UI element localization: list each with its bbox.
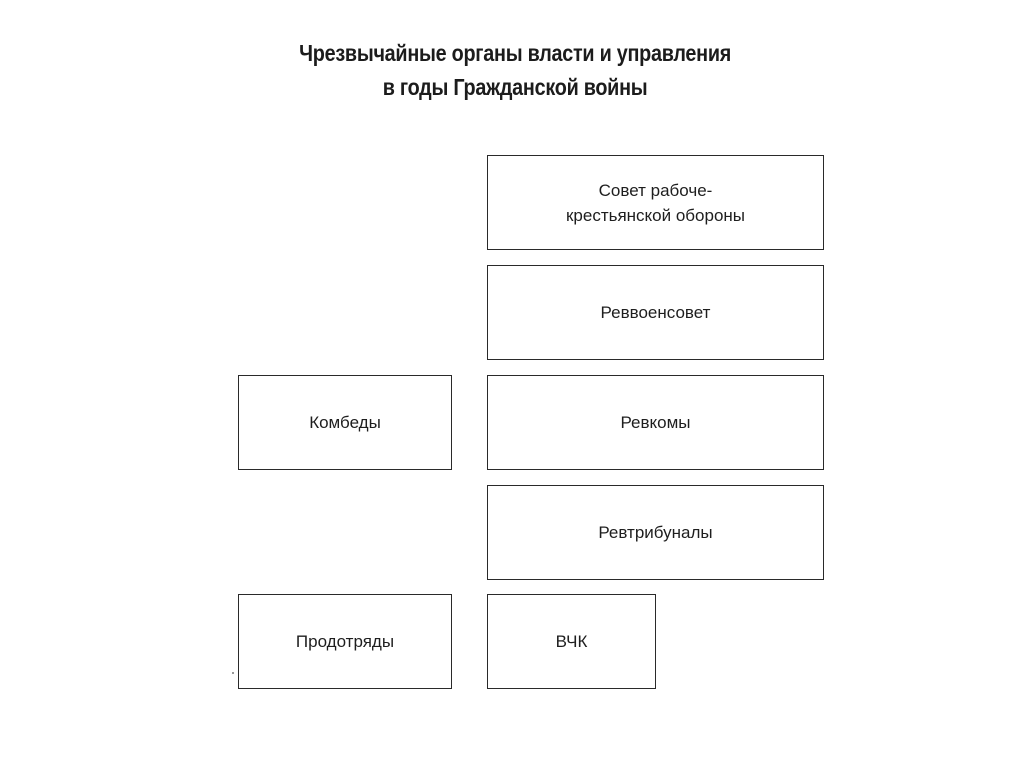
box-vchk-label: ВЧК (555, 632, 588, 651)
box-revtribunaly (487, 485, 824, 580)
box-revkomy-label: Ревкомы (620, 413, 691, 432)
box-sovet-label-line-1: Совет рабоче- (598, 180, 713, 200)
box-vchk (487, 594, 656, 689)
box-prodotryady-label: Продотряды (295, 632, 395, 651)
box-prodotryady (238, 594, 452, 689)
box-revtribunaly-label: Ревтрибуналы (598, 523, 713, 542)
box-kombedy-label: Комбеды (309, 413, 381, 432)
box-revkomy (487, 375, 824, 470)
scan-speck (232, 672, 234, 674)
box-revvoensovet-label: Реввоенсовет (600, 303, 711, 322)
box-kombedy (238, 375, 452, 470)
box-revvoensovet (487, 265, 824, 360)
box-sovet-label-line-2: крестьянской обороны (565, 205, 746, 225)
box-sovet-label (566, 178, 745, 228)
title-line-1: Чрезвычайные органы власти и управления (299, 40, 732, 66)
title-line-2: в годы Гражданской войны (382, 74, 648, 100)
box-sovet-raboche-krestyanskoy-oborony (487, 155, 824, 250)
diagram-title (0, 36, 1024, 104)
